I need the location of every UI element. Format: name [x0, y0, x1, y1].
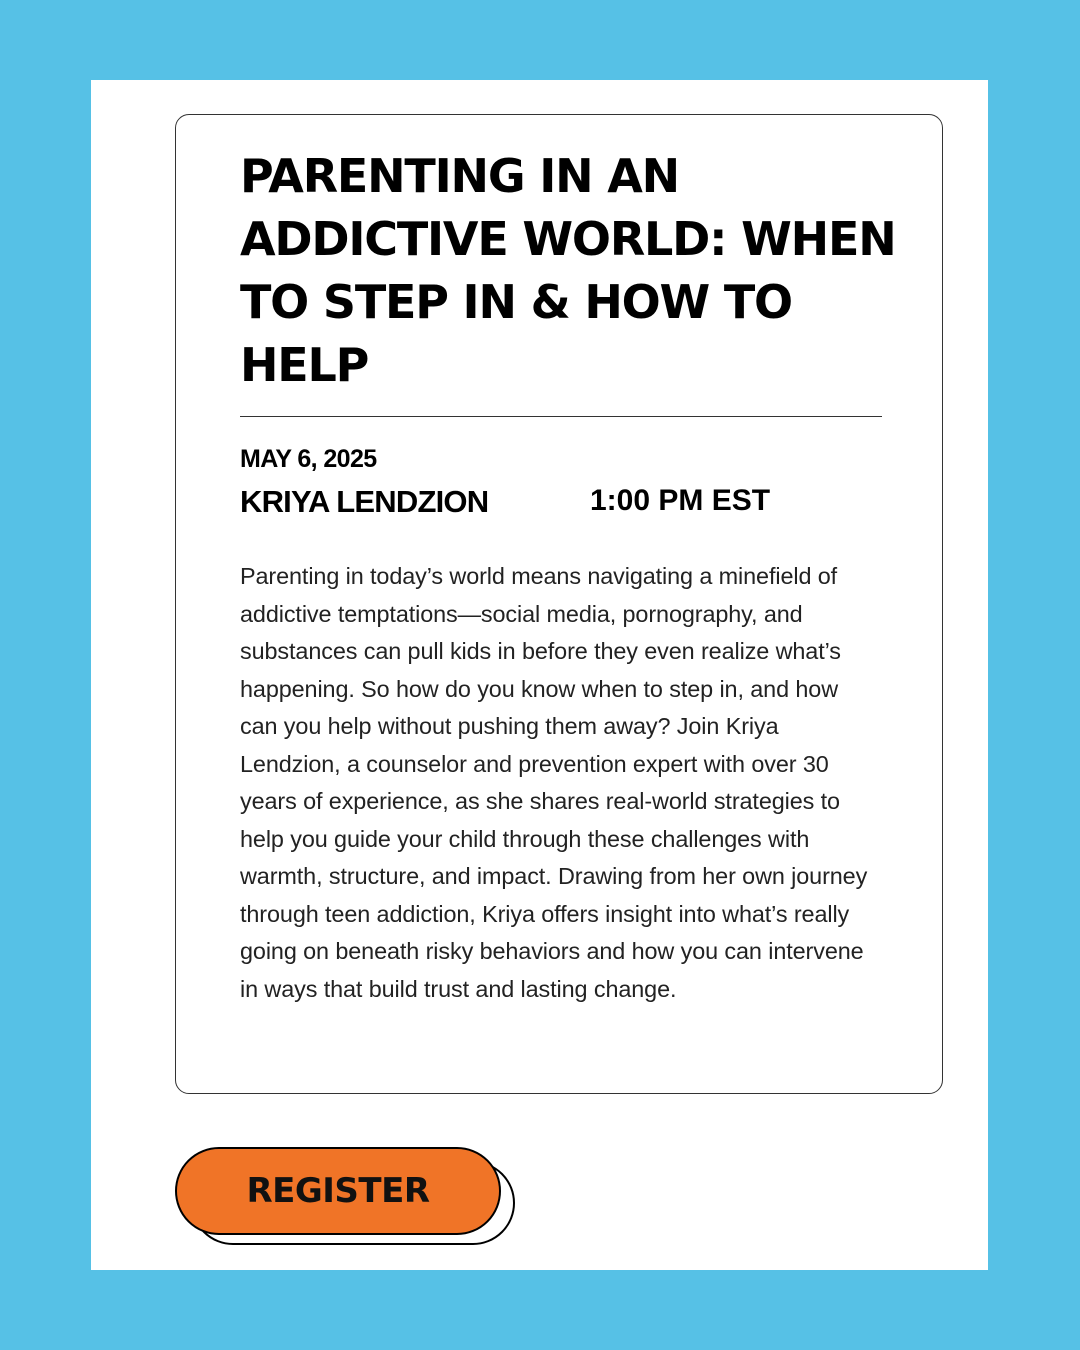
- flyer-panel: [91, 80, 988, 1270]
- event-description: Parenting in today’s world means navigating a minefield of addictive temptations—social media, pornography, and substances can pull kids in before they even realize what’s happening. So how do you know when to step in, and how can you help without pushing them away? Join Kriya Lendzion, a counselor and prevention expert with over 30 years of experience, as she shares real-world strategies to help you guide your child through these challenges with warmth, structure, and impact. Drawing from her own journey through teen addiction, Kriya offers insight into what’s really going on beneath risky behaviors and how you can intervene in ways that build trust and lasting change.: [240, 563, 868, 1002]
- event-date: MAY 6, 2025: [240, 445, 377, 473]
- divider: [240, 416, 882, 417]
- register-button[interactable]: [175, 1147, 501, 1235]
- register-button-group: [175, 1147, 517, 1247]
- event-speaker: KRIYA LENDZION: [240, 484, 489, 519]
- event-time: 1:00 PM EST: [590, 484, 771, 517]
- event-title: PARENTING IN AN ADDICTIVE WORLD: WHEN TO STEP IN & HOW TO HELP: [240, 149, 896, 392]
- event-card: [175, 114, 943, 1094]
- register-button-label: REGISTER: [246, 1171, 430, 1211]
